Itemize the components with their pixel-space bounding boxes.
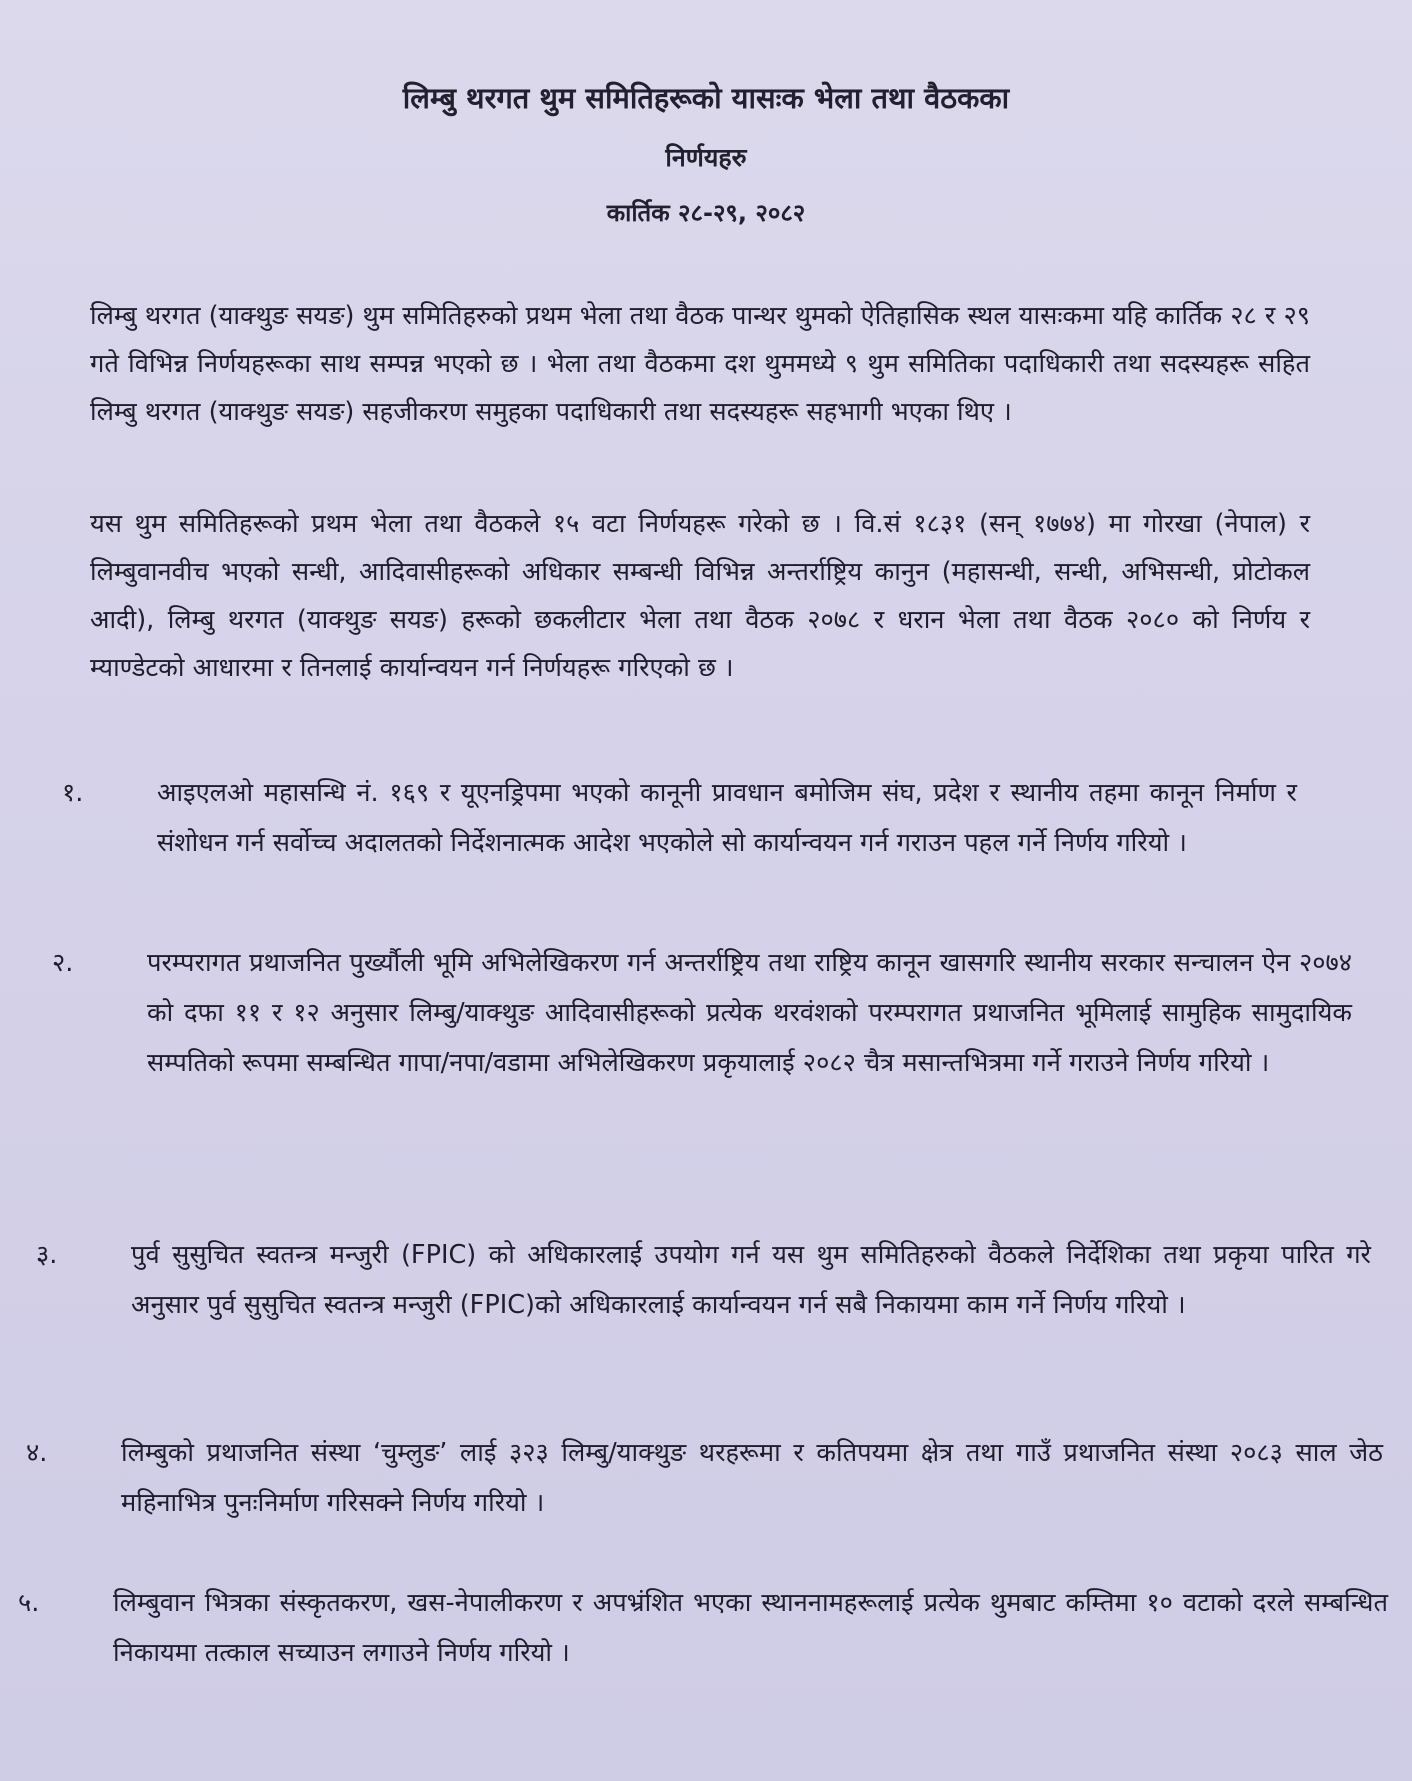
decision-number: ५. (18, 1588, 40, 1618)
decision-item-5 (18, 1578, 1388, 1678)
decision-item-1 (62, 768, 1297, 868)
decision-text: लिम्बुको प्रथाजनित संस्था ‘चुम्लुङ’ लाई ३२३ लिम्बु/याक्थुङ थरहरूमा र कतिपयमा क्षेत्र तथा गाउँ प्रथाजनित संस्था २०८३ साल जेठ महिनाभित्र पुनःनिर्माण गरिसक्ने निर्णय गरियो । (121, 1438, 1383, 1518)
decision-number: १. (62, 778, 84, 808)
document-date: कार्तिक २८-२९, २०८२ (606, 199, 806, 227)
decision-text: पुर्व सुसुचित स्वतन्त्र मन्जुरी (FPIC) को अधिकारलाई उपयोग गर्न यस थुम समितिहरुको वैठकले निर्देशिका तथा प्रकृया पारित गरे अनुसार पुर्व सुसुचित स्वतन्त्र मन्जुरी (FPIC)को अधिकारलाई कार्यान्वयन गर्न सबै निकायमा काम गर्ने निर्णय गरियो । (131, 1240, 1371, 1320)
document-subtitle: निर्णयहरु (665, 143, 747, 172)
intro-paragraph-2: यस थुम समितिहरूको प्रथम भेला तथा वैठकले १५ वटा निर्णयहरू गरेको छ । वि.सं १८३१ (सन् १७७४) मा गोरखा (नेपाल) र लिम्बुवानवीच भएको सन्धी, आदिवासीहरूको अधिकार सम्बन्धी विभिन्न अन्तर्राष्ट्रिय कानुन (महासन्धी, सन्धी, अभिसन्धी, प्रोटोकल आदी), लिम्बु थरगत (याक्थुङ सयङ) हरूको छकलीटार भेला तथा वैठक २०७८ र धरान भेला तथा वैठक २०८० को निर्णय र म्याण्डेटको आधारमा र तिनलाई कार्यान्वयन गर्न निर्णयहरू गरिएको छ । (90, 509, 1310, 683)
decision-text: आइएलओ महासन्धि नं. १६९ र यूएनड्रिपमा भएको कानूनी प्रावधान बमोजिम संघ, प्रदेश र स्थानीय तहमा कानून निर्माण र संशोधन गर्न सर्वोच्च अदालतको निर्देशनात्मक आदेश भएकोले सो कार्यान्वयन गर्न गराउन पहल गर्ने निर्णय गरियो । (157, 778, 1297, 858)
decision-number: ४. (26, 1438, 48, 1468)
decision-item-2 (52, 938, 1352, 1088)
document-title: लिम्बु थरगत थुम समितिहरूको यासःक भेला तथा वैठकका (402, 81, 1010, 115)
decision-number: २. (52, 948, 74, 978)
decision-item-3 (36, 1230, 1371, 1330)
intro-paragraph-1: लिम्बु थरगत (याक्थुङ सयङ) थुम समितिहरुको प्रथम भेला तथा वैठक पान्थर थुमको ऐतिहासिक स्थल यासःकमा यहि कार्तिक २८ र २९ गते विभिन्न निर्णयहरूका साथ सम्पन्न भएको छ । भेला तथा वैठकमा दश थुममध्ये ९ थुम समितिका पदाधिकारी तथा सदस्यहरू सहित लिम्बु थरगत (याक्थुङ सयङ) सहजीकरण समुहका पदाधिकारी तथा सदस्यहरू सहभागी भएका थिए । (90, 301, 1310, 427)
decision-item-4 (26, 1428, 1383, 1528)
decision-number: ३. (36, 1240, 58, 1270)
decision-text: लिम्बुवान भित्रका संस्कृतकरण, खस-नेपालीकरण र अपभ्रंशित भएका स्थाननामहरूलाई प्रत्येक थुमबाट कम्तिमा १० वटाको दरले सम्बन्धित निकायमा तत्काल सच्याउन लगाउने निर्णय गरियो । (113, 1588, 1388, 1668)
decision-text: परम्परागत प्रथाजनित पुर्ख्यौली भूमि अभिलेखिकरण गर्न अन्तर्राष्ट्रिय तथा राष्ट्रिय कानून खासगरि स्थानीय सरकार सन्चालन ऐन २०७४ को दफा ११ र १२ अनुसार लिम्बु/याक्थुङ आदिवासीहरूको प्रत्येक थरवंशको परम्परागत प्रथाजनित भूमिलाई सामुहिक सामुदायिक सम्पतिको रूपमा सम्बन्धित गापा/नपा/वडामा अभिलेखिकरण प्रकृयालाई २०८२ चैत्र मसान्तभित्रमा गर्ने गराउने निर्णय गरियो । (147, 948, 1352, 1078)
